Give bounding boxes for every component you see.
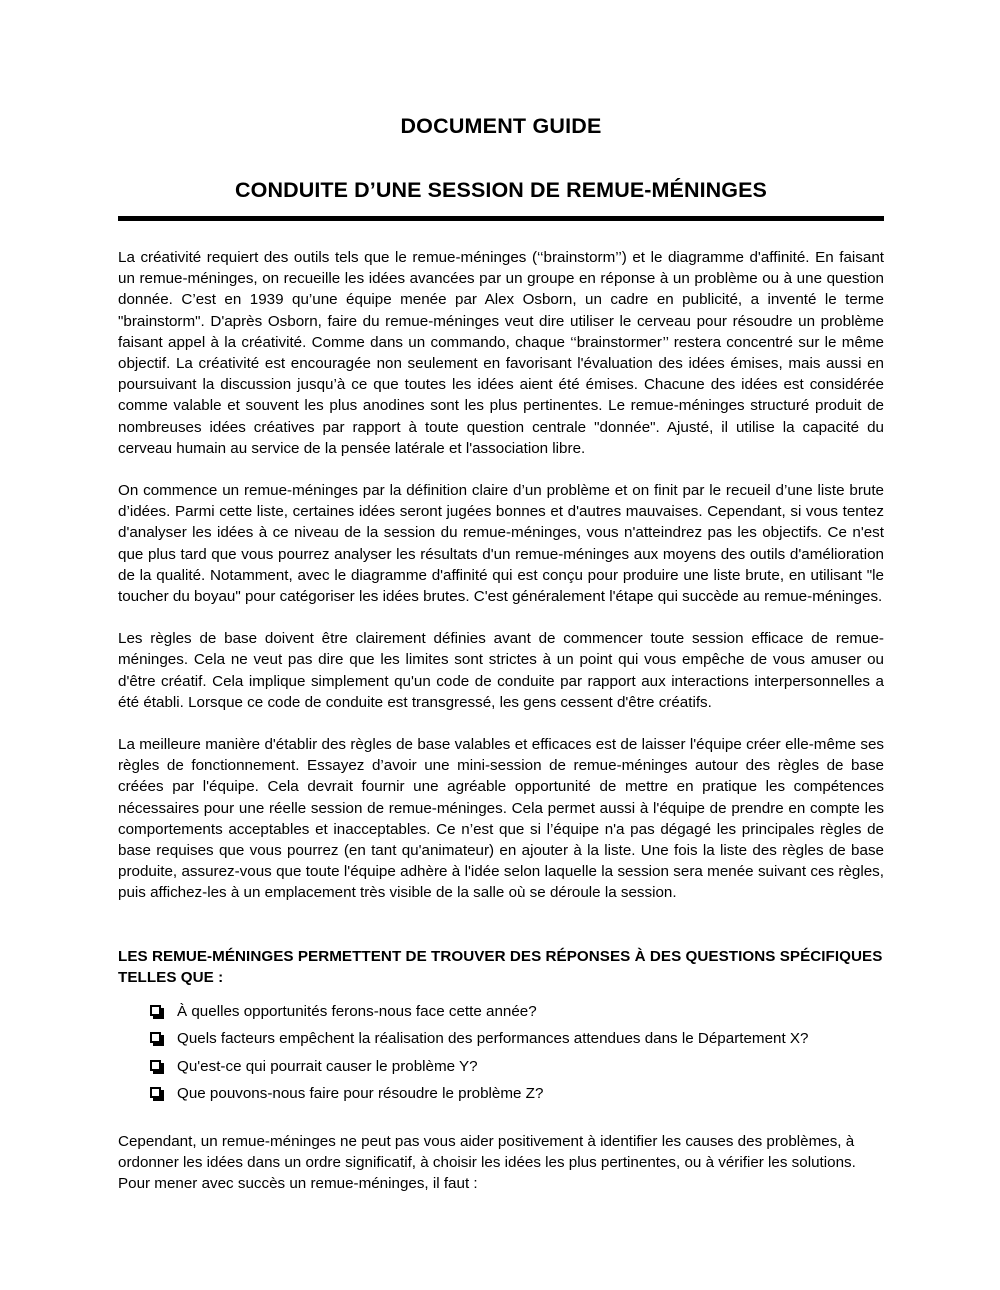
checklist [118, 988, 884, 1104]
checklist-item-label: À quelles opportunités ferons-nous face cette année? [177, 1003, 537, 1021]
list-item [118, 1056, 884, 1077]
checkbox-icon [150, 1005, 164, 1019]
document-content [118, 0, 884, 1195]
checklist-item-label: Que pouvons-nous faire pour résoudre le problème Z? [177, 1084, 544, 1102]
checklist-item-label: Quels facteurs empêchent la réalisation des performances attendues dans le Département X? [177, 1030, 809, 1048]
checklist-item-label: Qu'est-ce qui pourrait causer le problème Y? [177, 1057, 478, 1075]
checkbox-icon [150, 1032, 164, 1046]
checkbox-icon [150, 1087, 164, 1101]
checkbox-icon [150, 1060, 164, 1074]
document-subtitle: CONDUITE D’UNE SESSION DE REMUE-MÉNINGES [235, 178, 767, 202]
list-item [118, 1083, 884, 1104]
list-item [118, 1028, 884, 1049]
section-heading: LES REMUE-MÉNINGES PERMETTENT DE TROUVER DES RÉPONSES À DES QUESTIONS SPÉCIFIQUES TELLES QUE : [118, 947, 883, 986]
document-title: DOCUMENT GUIDE [400, 114, 602, 138]
body-paragraph-3: Les règles de base doivent être clairement définies avant de commencer toute session efficace de remue-méninges. Cela ne veut pas dire que les limites sont strictes à un point qui vous empêche de vous amuser ou d'être créatif. Cela implique simplement qu'un code de conduite par rapport aux interactions interpersonnelles a été établi. Lorsque ce code de conduite est transgressé, les gens cessent d'être créatifs. [118, 630, 884, 711]
list-item [118, 1001, 884, 1022]
body-paragraph-2: On commence un remue-méninges par la définition claire d’un problème et on finit par le recueil d’une liste brute d’idées. Parmi cette liste, certaines idées seront jugées bonnes et d'autres mauvaises. Cependant, si vous tentez d'analyser les idées à ce niveau de la session du remue-méninges, vous n'atteindrez pas les objectifs. Ce n'est que plus tard que vous pourrez analyser les résultats d'un remue-méninges aux moyens des outils d'amélioration de la qualité. Notamment, avec le diagramme d'affinité qui est conçu pour produire une liste brute, en utilisant "le toucher du boyau" pour catégoriser les idées brutes. C'est généralement l'étape qui succède au remue-méninges. [118, 482, 884, 606]
closing-paragraph: Cependant, un remue-méninges ne peut pas vous aider positivement à identifier les causes des problèmes, à ordonner les idées dans un ordre significatif, à choisir les idées les plus pertinentes, ou à vérifier les solutions. Pour mener avec succès un remue-méninges, il faut : [118, 1132, 856, 1193]
body-paragraph-1: La créativité requiert des outils tels que le remue-méninges (‘‘brainstorm’’) et le diagramme d'affinité. En faisant un remue-méninges, on recueille les idées avancées par un groupe en réponse à un problème ou à une question donnée. C’est en 1939 qu’une équipe menée par Alex Osborn, un cadre en publicité, a inventé le terme "brainstorm". D'après Osborn, faire du remue-méninges veut dire utiliser le cerveau pour résoudre un problème faisant appel à la créativité. Comme dans un commando, chaque ‘‘brainstormer’’ restera concentré sur le même objectif. La créativité est encouragée non seulement en favorisant l'évaluation des idées émises, mais aussi en poursuivant la discussion jusqu’à ce que toutes les idées aient été émises. Chacune des idées est considérée comme valable et souvent les plus anodines sont les plus pertinentes. Le remue-méninges structuré produit de nombreuses idées créatives par rapport à toute question centrale "donnée". Ajusté, il utilise la capacité du cerveau humain au service de la pensée latérale et l'association libre. [118, 249, 884, 457]
body-paragraph-4: La meilleure manière d'établir des règles de base valables et efficaces est de laisser l'équipe créer elle-même ses règles de fonctionnement. Essayez d’avoir une mini-session de remue-méninges autour des règles de base créées par l'équipe. Cela devrait fournir une agréable opportunité de mettre en pratique les compétences nécessaires pour une réelle session de remue-méninges. Cela permet aussi à l'équipe de prendre en compte les comportements acceptables et inacceptables. Ce n’est que si l’équipe n'a pas dégagé les principales règles de base requises que vous pourrez (en tant qu'animateur) en ajouter à la liste. Une fois la liste des règles de base produite, assurez-vous que toute l'équipe adhère à l'idée selon laquelle la session sera menée suivant ces règles, puis affichez-les à un emplacement très visible de la salle où se déroule la session. [118, 736, 884, 902]
